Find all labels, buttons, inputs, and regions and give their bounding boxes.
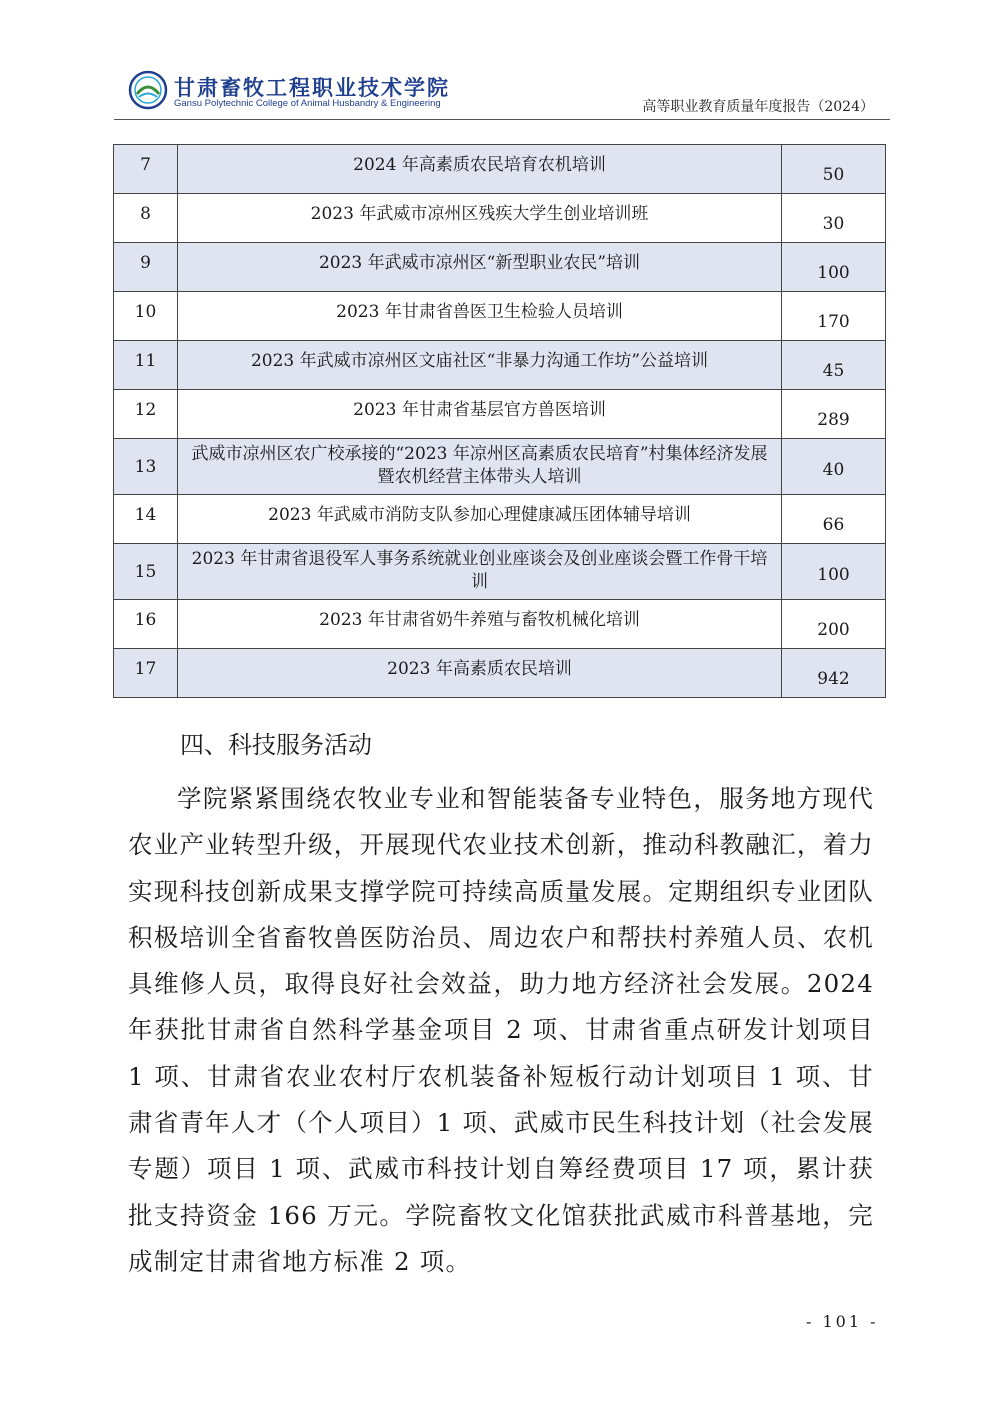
row-number: 10 [114,292,178,341]
participant-count: 50 [782,145,886,194]
college-name-en: Gansu Polytechnic College of Animal Husbandry & Engineering [174,98,441,109]
participant-count: 289 [782,390,886,439]
training-name: 2023 年武威市凉州区残疾大学生创业培训班 [178,194,782,243]
row-number: 16 [114,600,178,649]
training-name: 2023 年甘肃省奶牛养殖与畜牧机械化培训 [178,600,782,649]
training-name: 2023 年甘肃省基层官方兽医培训 [178,390,782,439]
training-name: 2023 年武威市凉州区文庙社区“非暴力沟通工作坊”公益培训 [178,341,782,390]
table-row [114,243,886,292]
participant-count: 45 [782,341,886,390]
body-paragraph: 学院紧紧围绕农牧业专业和智能装备专业特色，服务地方现代农业产业转型升级，开展现代农业技术创新，推动科教融汇，着力实现科技创新成果支撑学院可持续高质量发展。定期组织专业团队积极培训全省畜牧兽医防治员、周边农户和帮扶村养殖人员、农机具维修人员，取得良好社会效益，助力地方经济社会发展。2024 年获批甘肃省自然科学基金项目 2 项、甘肃省重点研发计划项目 1 项、甘肃省农业农村厅农机装备补短板行动计划项目 1 项、甘肃省青年人才（个人项目）1 项、武威市民生科技计划（社会发展专题）项目 1 项、武威市科技计划自筹经费项目 17 项，累计获批支持资金 166 万元。学院畜牧文化馆获批武威市科普基地，完成制定甘肃省地方标准 2 项。 [128,784,874,1276]
college-name-cn: 甘肃畜牧工程职业技术学院 [174,76,450,100]
table-row [114,145,886,194]
training-name: 武威市凉州区农广校承接的“2023 年凉州区高素质农民培育”村集体经济发展暨农机经营主体带头人培训 [178,439,782,495]
report-title: 高等职业教育质量年度报告（2024） [642,99,874,115]
training-name: 2023 年高素质农民培训 [178,649,782,698]
table-row [114,439,886,495]
training-name: 2023 年甘肃省兽医卫生检验人员培训 [178,292,782,341]
participant-count: 66 [782,495,886,544]
college-logo-icon [128,70,168,110]
section-heading: 四、科技服务活动 [180,731,372,759]
participant-count: 170 [782,292,886,341]
table-row [114,292,886,341]
table-row [114,390,886,439]
row-number: 17 [114,649,178,698]
participant-count: 200 [782,600,886,649]
training-table [113,144,886,698]
table-row [114,341,886,390]
page-number: - 101 - [806,1312,879,1331]
table-row [114,649,886,698]
row-number: 12 [114,390,178,439]
row-number: 9 [114,243,178,292]
participant-count: 40 [782,439,886,495]
training-name: 2023 年武威市消防支队参加心理健康减压团体辅导培训 [178,495,782,544]
table-row [114,495,886,544]
row-number: 13 [114,439,178,495]
participant-count: 100 [782,243,886,292]
training-name: 2023 年武威市凉州区“新型职业农民”培训 [178,243,782,292]
participant-count: 30 [782,194,886,243]
row-number: 7 [114,145,178,194]
training-name: 2024 年高素质农民培育农机培训 [178,145,782,194]
page-header [120,66,880,120]
participant-count: 100 [782,544,886,600]
table-row [114,194,886,243]
participant-count: 942 [782,649,886,698]
row-number: 15 [114,544,178,600]
training-name: 2023 年甘肃省退役军人事务系统就业创业座谈会及创业座谈会暨工作骨干培训 [178,544,782,600]
row-number: 14 [114,495,178,544]
row-number: 8 [114,194,178,243]
table-row [114,544,886,600]
table-row [114,600,886,649]
row-number: 11 [114,341,178,390]
header-divider [114,119,890,120]
